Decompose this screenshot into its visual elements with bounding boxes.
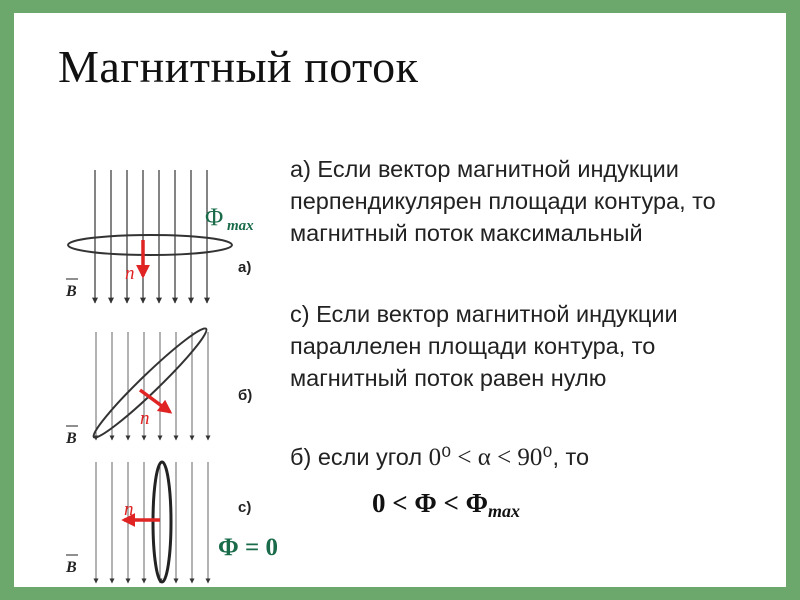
angle-inequality: 0⁰ < α < 90⁰ bbox=[428, 444, 553, 471]
vector-b-label-b: B bbox=[66, 430, 77, 447]
figure-label-b: б) bbox=[238, 387, 253, 404]
slide-title: Магнитный поток bbox=[58, 41, 419, 92]
figure-label-a: а) bbox=[238, 259, 252, 276]
normal-label-b: n bbox=[140, 408, 150, 429]
paragraph-b-suffix: , то bbox=[552, 444, 590, 470]
vector-b-label-c: B bbox=[66, 559, 77, 576]
phi-zero-label: Φ = 0 bbox=[218, 534, 278, 561]
flux-inequality-text: 0 < Φ < Φ bbox=[372, 488, 489, 518]
phi-max-sub: max bbox=[227, 218, 254, 234]
loop-b bbox=[88, 322, 213, 443]
paragraph-b-prefix: б) если угол bbox=[290, 444, 423, 470]
normal-label-a: n bbox=[125, 263, 135, 284]
paragraph-a: а) Если вектор магнитной индукции перпендикулярен площади контура, то магнитный поток максимальный bbox=[290, 156, 716, 246]
normal-label-c: n bbox=[124, 499, 134, 520]
paragraph-c: с) Если вектор магнитной индукции параллелен площади контура, то магнитный поток равен нулю bbox=[290, 301, 678, 391]
vector-b-label-a: B bbox=[66, 283, 77, 300]
figure-a bbox=[65, 170, 254, 303]
field-lines-b bbox=[96, 332, 208, 440]
figure-b bbox=[65, 322, 252, 447]
loop-c bbox=[153, 462, 171, 582]
figure-c bbox=[65, 462, 278, 583]
flux-inequality-sub: max bbox=[488, 501, 521, 521]
phi-max-label: Φ bbox=[205, 204, 224, 231]
figure-label-c: с) bbox=[238, 499, 252, 516]
